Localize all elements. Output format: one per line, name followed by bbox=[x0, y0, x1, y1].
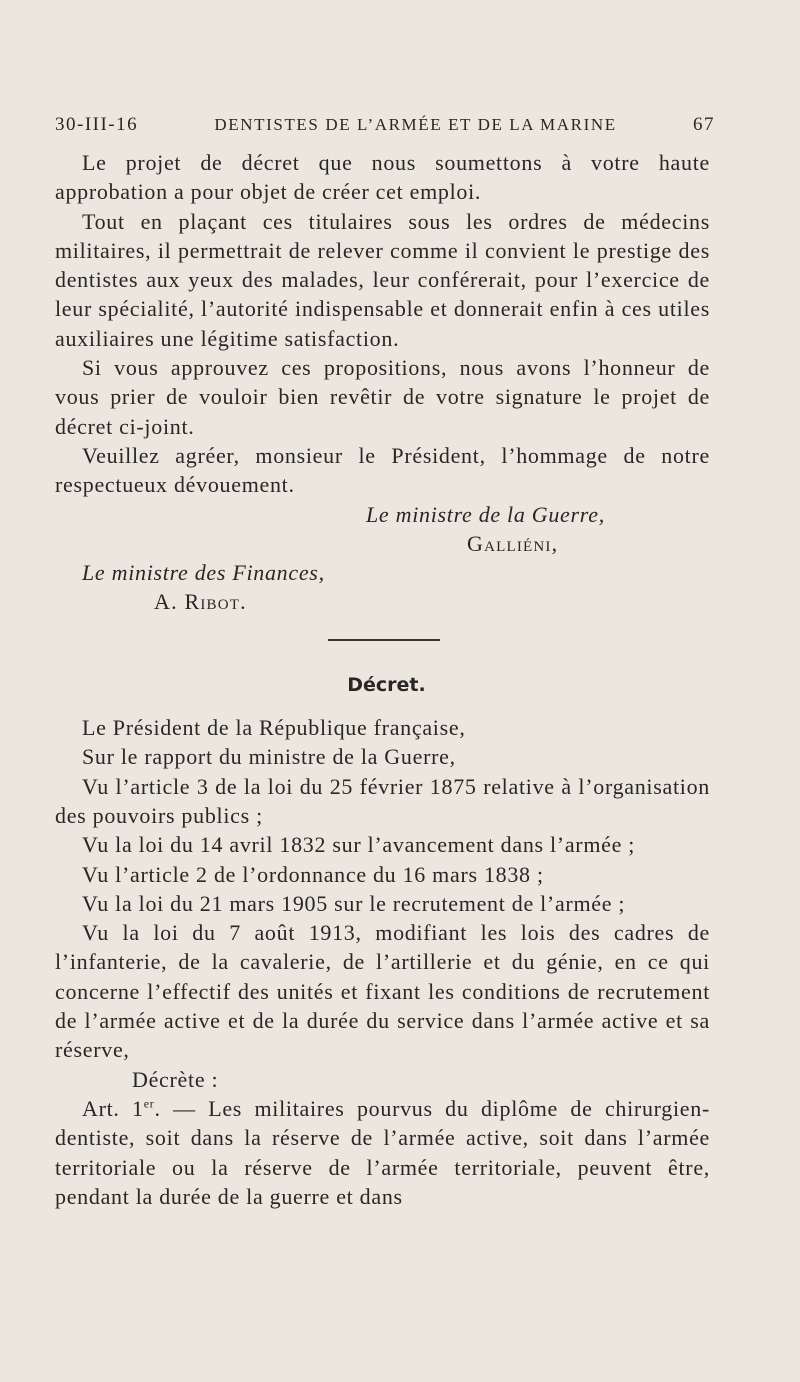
signature-war-name: Galliéni, bbox=[467, 530, 559, 556]
article-ordinal: er bbox=[143, 1096, 155, 1111]
signature-finance-title: Le ministre des Finances, bbox=[82, 560, 325, 586]
signature-war-title: Le ministre de la Guerre, bbox=[366, 501, 605, 527]
decree-preamble-line: Vu la loi du 14 avril 1832 sur l’avancement dans l’armée ; bbox=[82, 832, 636, 858]
decree-preamble-line: Vu l’article 2 de l’ordonnance du 16 mars 1838 ; bbox=[82, 861, 544, 887]
body-text bbox=[55, 148, 710, 1211]
article-1 bbox=[55, 1094, 710, 1211]
decree-preamble-line: Vu la loi du 7 août 1913, modifiant les lois des cadres de l’infanterie, de la cavalerie, de l’artillerie et du génie, en ce qui concerne l’effectif des unités et fixant les conditions de recrutement de l’armée active et de la durée du service dans l’armée active et sa réserve, bbox=[55, 920, 710, 1063]
header-title: DENTISTES DE L’ARMÉE ET DE LA MARINE bbox=[214, 115, 617, 134]
signature-finance-name: A. Ribot. bbox=[154, 589, 247, 615]
running-head bbox=[55, 114, 715, 136]
decrete-label: Décrète : bbox=[132, 1066, 219, 1092]
paragraph: Veuillez agréer, monsieur le Président, l’hommage de notre respectueux dévouement. bbox=[55, 442, 710, 498]
article-label: Art. 1 bbox=[82, 1095, 144, 1121]
header-date: 30-III-16 bbox=[55, 114, 139, 135]
paragraph: Tout en plaçant ces titulaires sous les ordres de médecins militaires, il permettrait de relever comme il convient le prestige des dentistes aux yeux des malades, leur conférerait, pour l’exercice de leur spécialité, l’autorité indispensable et donnerait enfin à ces utiles auxiliaires une légitime satisfaction. bbox=[55, 208, 710, 351]
section-divider bbox=[328, 639, 440, 641]
article-text: . — Les militaires pourvus du diplôme de chirurgien-dentiste, soit dans la réserve de l’armée active, soit dans l’armée territoriale ou la réserve de l’armée territoriale, peuvent être, pendant la durée de la guerre et dans bbox=[55, 1095, 710, 1209]
decree-preamble-line: Sur le rapport du ministre de la Guerre, bbox=[82, 744, 456, 770]
paragraph: Le projet de décret que nous soumettons à votre haute approbation a pour objet de créer cet emploi. bbox=[55, 150, 710, 205]
decree-preamble-line: Vu la loi du 21 mars 1905 sur le recrutement de l’armée ; bbox=[82, 890, 626, 916]
paragraph: Si vous approuvez ces propositions, nous avons l’honneur de vous prier de vouloir bien revêtir de votre signature le projet de décret ci-joint. bbox=[55, 355, 710, 439]
decree-preamble-line: Vu l’article 3 de la loi du 25 février 1875 relative à l’organisation des pouvoirs publics ; bbox=[55, 773, 710, 828]
page-number: 67 bbox=[692, 114, 715, 135]
decree-heading: Décret. bbox=[347, 673, 426, 696]
decree-preamble-line: Le Président de la République française, bbox=[82, 715, 466, 741]
